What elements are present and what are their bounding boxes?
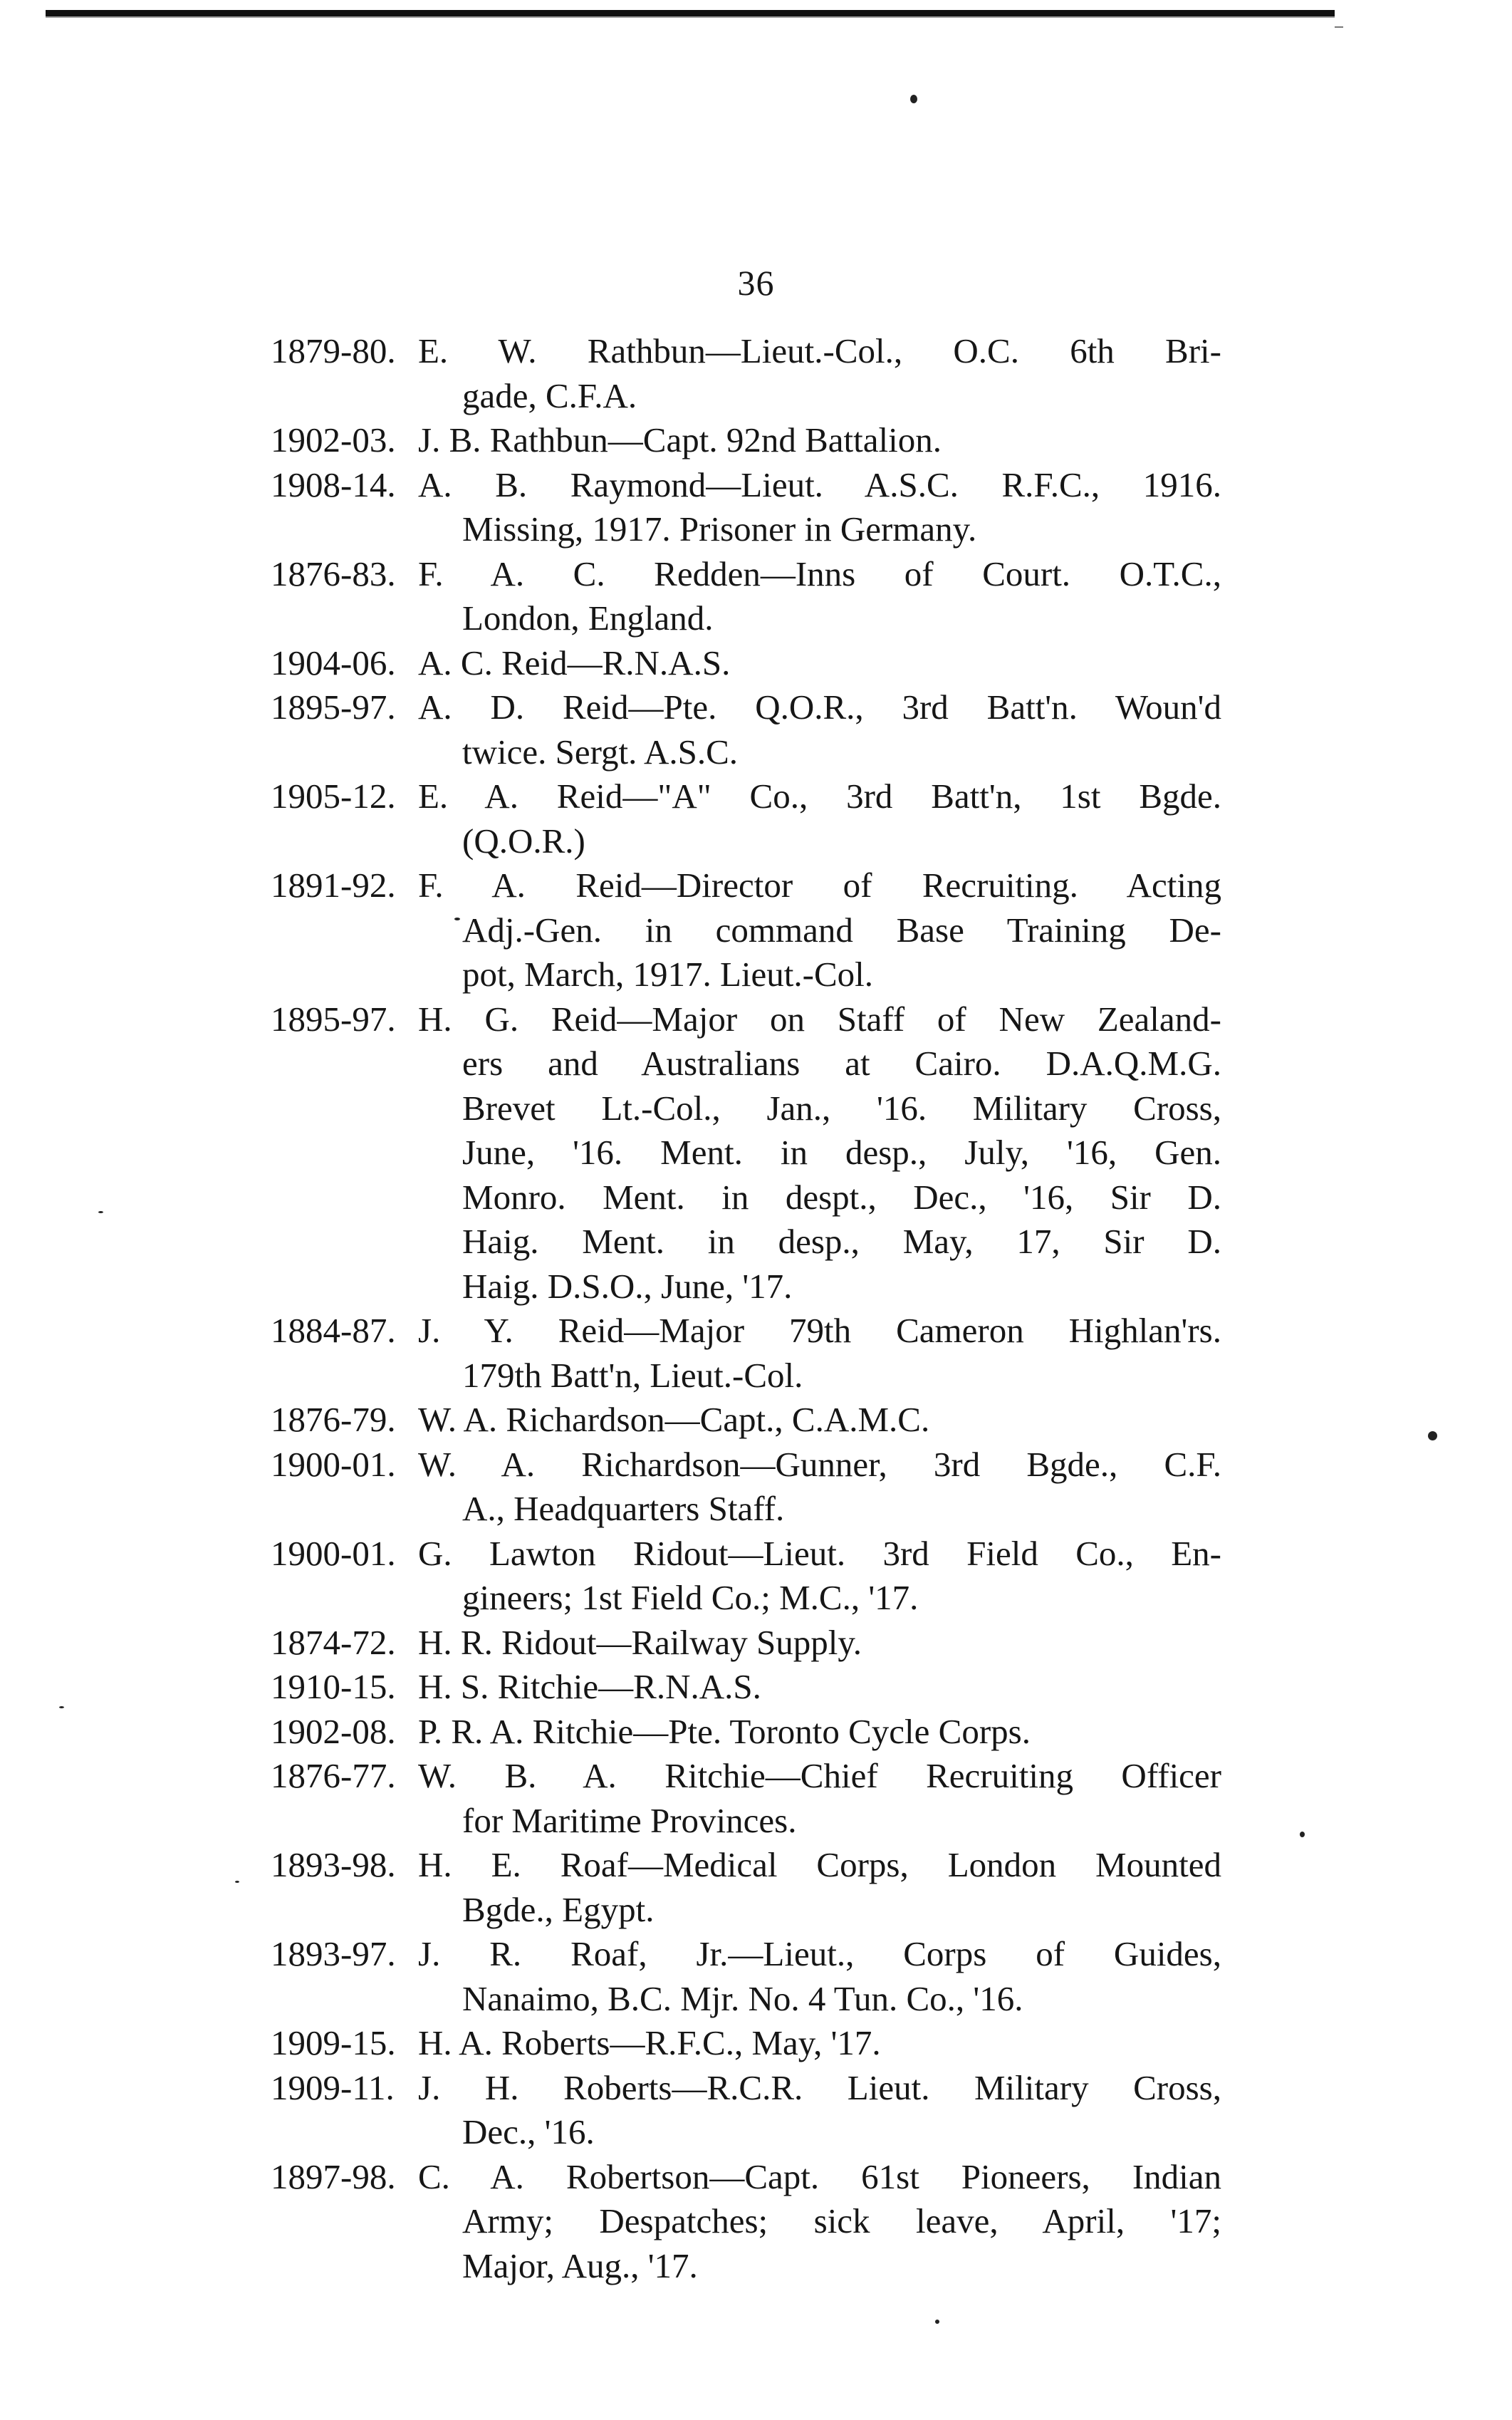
entry-text [418, 641, 1221, 686]
entry-text [418, 2066, 1221, 2155]
entry [271, 418, 1221, 463]
entry-years: 1909-15. [271, 2023, 396, 2062]
entry-line: H. R. Ridout—Railway Supply. [418, 1622, 862, 1662]
entry-line: J. R. Roaf, Jr.—Lieut., Corps of Guides, [418, 1934, 1221, 1973]
entry-line: H. G. Reid—Major on Staff of New Zealand- [418, 999, 1221, 1039]
entry [271, 1532, 1221, 1621]
entry-years: 1904-06. [271, 643, 396, 682]
entry-years: 1897-98. [271, 2156, 396, 2196]
entry-text [418, 1710, 1221, 1755]
entry-text [418, 1932, 1221, 2021]
entry-line: Monro. Ment. in despt., Dec., '16, Sir D. [462, 1177, 1221, 1217]
entry-years: 1902-03. [271, 420, 396, 459]
entry-line: W. B. A. Ritchie—Chief Recruiting Officer [418, 1756, 1221, 1795]
entry-years: 1893-98. [271, 1845, 396, 1884]
entry [271, 329, 1221, 418]
entry-text [418, 863, 1221, 997]
entry [271, 1621, 1221, 1666]
scan-speck [98, 1211, 103, 1213]
entry-text [418, 2021, 1221, 2066]
entry-line: Major, Aug., '17. [462, 2245, 698, 2285]
entry [271, 685, 1221, 774]
entry-years: 1895-97. [271, 687, 396, 727]
scan-speck [235, 1881, 239, 1883]
entry [271, 1843, 1221, 1932]
entry-years: 1909-11. [271, 2067, 395, 2107]
entry-text [418, 1532, 1221, 1621]
entry-text [418, 463, 1221, 552]
entry-text [418, 1398, 1221, 1443]
entry-years: 1876-83. [271, 554, 396, 593]
entry-years: 1895-97. [271, 999, 396, 1039]
entry-line: Haig. Ment. in desp., May, 17, Sir D. [462, 1222, 1221, 1261]
entry-line: for Maritime Provinces. [462, 1800, 797, 1840]
entry-line: E. W. Rathbun—Lieut.-Col., O.C. 6th Bri- [418, 331, 1221, 370]
page-number: 36 [737, 263, 775, 303]
entry-years: 1910-15. [271, 1667, 396, 1706]
scan-speck [1300, 1832, 1305, 1837]
entry-years: 1900-01. [271, 1533, 396, 1573]
scan-speck [935, 2320, 939, 2324]
entry-line: H. A. Roberts—R.F.C., May, '17. [418, 2023, 881, 2062]
entry-line: pot, March, 1917. Lieut.-Col. [462, 955, 874, 994]
entry-text [418, 1443, 1221, 1532]
entry-line: G. Lawton Ridout—Lieut. 3rd Field Co., En- [418, 1533, 1221, 1573]
entry [271, 2066, 1221, 2155]
entry [271, 1710, 1221, 1755]
entry-line: F. A. C. Redden—Inns of Court. O.T.C., [418, 554, 1221, 593]
entry-text [418, 1309, 1221, 1398]
entry [271, 1398, 1221, 1443]
scan-speck [1428, 1431, 1437, 1440]
entry-text [418, 997, 1221, 1309]
entry-line: W. A. Richardson—Gunner, 3rd Bgde., C.F. [418, 1444, 1221, 1484]
entry [271, 1443, 1221, 1532]
entry-line: P. R. A. Ritchie—Pte. Toronto Cycle Corps. [418, 1711, 1031, 1751]
entry [271, 463, 1221, 552]
entry-text [418, 1621, 1221, 1666]
entry-line: J. B. Rathbun—Capt. 92nd Battalion. [418, 420, 942, 459]
entry [271, 1932, 1221, 2021]
entry-years: 1891-92. [271, 866, 396, 905]
entry-line: H. S. Ritchie—R.N.A.S. [418, 1667, 761, 1706]
entry-years: 1902-08. [271, 1711, 396, 1751]
entry-line: Bgde., Egypt. [462, 1889, 655, 1929]
entry-line: A. C. Reid—R.N.A.S. [418, 643, 731, 682]
entry-line: H. E. Roaf—Medical Corps, London Mounted [418, 1845, 1221, 1884]
entry-line: J. Y. Reid—Major 79th Cameron Highlan'rs. [418, 1311, 1221, 1350]
entry-line: Brevet Lt.-Col., Jan., '16. Military Cross, [462, 1088, 1221, 1128]
entry-line: Army; Despatches; sick leave, April, '17; [462, 2201, 1221, 2240]
entry-years: 1908-14. [271, 464, 396, 504]
entry [271, 1309, 1221, 1398]
entry-text [418, 774, 1221, 863]
entry-line: 179th Batt'n, Lieut.-Col. [462, 1355, 803, 1395]
entry-text [418, 329, 1221, 418]
entry-text [418, 1665, 1221, 1710]
entry-years: 1874-72. [271, 1622, 396, 1662]
entry-text [418, 685, 1221, 774]
entry-text [418, 552, 1221, 641]
entry [271, 641, 1221, 686]
entry [271, 552, 1221, 641]
entry-line: Haig. D.S.O., June, '17. [462, 1266, 793, 1306]
entry [271, 863, 1221, 997]
entry [271, 2021, 1221, 2066]
entry-years: 1876-79. [271, 1400, 396, 1439]
entry-years: 1893-97. [271, 1934, 396, 1973]
scan-top-border [46, 10, 1335, 19]
entry [271, 774, 1221, 863]
entry-line: J. H. Roberts—R.C.R. Lieut. Military Cross, [418, 2067, 1221, 2107]
entry-text [418, 1754, 1221, 1843]
entry-line: gade, C.F.A. [462, 375, 637, 415]
entry-line: Dec., '16. [462, 2112, 595, 2151]
entry-line: gineers; 1st Field Co.; M.C., '17. [462, 1578, 919, 1617]
entry-line: June, '16. Ment. in desp., July, '16, Gen. [462, 1133, 1221, 1172]
entry-line: A. D. Reid—Pte. Q.O.R., 3rd Batt'n. Woun'd [418, 687, 1221, 727]
entry-line: ers and Australians at Cairo. D.A.Q.M.G. [462, 1044, 1221, 1083]
entry-line: F. A. Reid—Director of Recruiting. Acting [418, 866, 1221, 905]
scan-speck [910, 95, 917, 103]
entry-line: Nanaimo, B.C. Mjr. No. 4 Tun. Co., '16. [462, 1978, 1023, 2018]
entry-text [418, 418, 1221, 463]
entry [271, 997, 1221, 1309]
entry-line: A. B. Raymond—Lieut. A.S.C. R.F.C., 1916. [418, 464, 1221, 504]
entry-years: 1905-12. [271, 777, 396, 816]
scan-top-border-tail [1335, 26, 1343, 28]
entry-line: twice. Sergt. A.S.C. [462, 732, 739, 772]
entry-years: 1876-77. [271, 1756, 396, 1795]
entry-line: London, England. [462, 598, 714, 638]
entry-text [418, 2155, 1221, 2289]
entry-line: A., Headquarters Staff. [462, 1489, 785, 1528]
entry-line: E. A. Reid—"A" Co., 3rd Batt'n, 1st Bgde. [418, 777, 1221, 816]
entry-years: 1884-87. [271, 1311, 396, 1350]
entry-line: Missing, 1917. Prisoner in Germany. [462, 509, 977, 549]
entry [271, 1754, 1221, 1843]
scan-speck [59, 1706, 64, 1708]
entry-list [271, 329, 1221, 2288]
entry-line: W. A. Richardson—Capt., C.A.M.C. [418, 1400, 930, 1439]
entry-line: C. A. Robertson—Capt. 61st Pioneers, Indian [418, 2156, 1221, 2196]
entry [271, 1665, 1221, 1710]
entry-text [418, 1843, 1221, 1932]
entry [271, 2155, 1221, 2289]
entry-years: 1879-80. [271, 331, 396, 370]
entry-years: 1900-01. [271, 1444, 396, 1484]
entry-line: Adj.-Gen. in command Base Training De- [462, 910, 1221, 950]
entry-line: (Q.O.R.) [462, 821, 585, 861]
